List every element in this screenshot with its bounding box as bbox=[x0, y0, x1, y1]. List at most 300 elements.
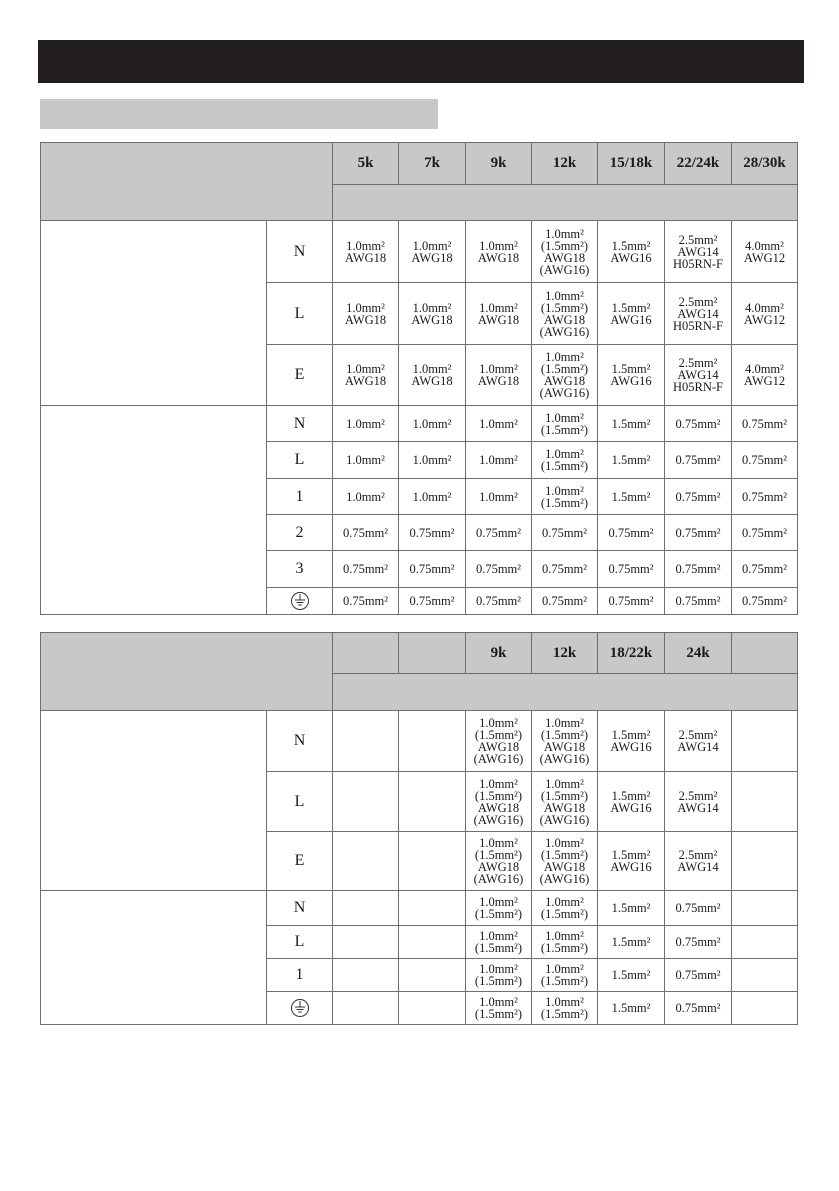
wire-size-line: AWG18 bbox=[543, 740, 586, 754]
wire-size-line: (1.5mm²) bbox=[540, 495, 589, 510]
wire-size-line: AWG14 bbox=[677, 244, 719, 259]
wire-size-line: AWG14 bbox=[677, 306, 719, 321]
wire-size-line: 4.0mm² bbox=[745, 238, 784, 253]
wire-size-cell bbox=[333, 588, 399, 615]
terminal-cell bbox=[267, 992, 333, 1025]
wire-size-line: 0.75mm² bbox=[541, 525, 588, 540]
wire-size-cell bbox=[598, 345, 665, 406]
wire-size-cell bbox=[333, 221, 399, 283]
wire-size-cell bbox=[732, 959, 798, 992]
wire-size-line: 1.0mm² bbox=[479, 836, 518, 850]
wire-size-cell bbox=[732, 515, 798, 551]
terminal-cell: E bbox=[267, 345, 333, 406]
wire-size-line: AWG18 bbox=[477, 312, 520, 327]
wire-size-line: AWG16 bbox=[610, 860, 652, 874]
terminal-cell: N bbox=[267, 406, 333, 442]
wire-size-cell bbox=[466, 221, 532, 283]
wire-size-line: 1.0mm² bbox=[479, 300, 518, 315]
wire-size-cell bbox=[466, 926, 532, 959]
wire-size-line: (1.5mm²) bbox=[540, 300, 589, 315]
wire-size-cell bbox=[399, 551, 466, 588]
wire-size-cell bbox=[732, 588, 798, 615]
wire-size-cell bbox=[333, 283, 399, 345]
wire-size-line: AWG12 bbox=[743, 250, 786, 265]
terminal-cell: L bbox=[267, 926, 333, 959]
wire-size-cell bbox=[732, 992, 798, 1025]
wire-size-cell bbox=[333, 479, 399, 515]
wire-size-line: 0.75mm² bbox=[409, 594, 455, 608]
wire-size-cell bbox=[532, 891, 598, 926]
wire-size-line: 1.0mm² bbox=[346, 416, 385, 431]
wire-size-line: AWG18 bbox=[411, 250, 453, 265]
wire-size-line: 1.5mm² bbox=[611, 238, 651, 253]
wire-size-cell bbox=[333, 406, 399, 442]
connection-cable-group-label bbox=[41, 891, 267, 1025]
wire-size-line: (1.5mm²) bbox=[474, 941, 523, 955]
wire-size-cell bbox=[598, 406, 665, 442]
wire-size-line: 2.5mm² bbox=[678, 728, 718, 742]
wire-size-line: 1.0mm² bbox=[479, 995, 518, 1009]
wire-size-cell bbox=[333, 515, 399, 551]
wire-size-cell bbox=[333, 926, 399, 959]
wire-size-line: AWG18 bbox=[344, 374, 387, 388]
wire-size-cell bbox=[732, 891, 798, 926]
wire-size-cell bbox=[399, 406, 466, 442]
wire-size-line: 1.0mm² bbox=[412, 416, 452, 431]
wire-size-line: 2.5mm² bbox=[678, 232, 718, 247]
wire-size-cell bbox=[732, 926, 798, 959]
wire-size-cell bbox=[532, 283, 598, 345]
wire-size-line: 0.75mm² bbox=[475, 525, 522, 540]
wire-size-line: 1.0mm² bbox=[545, 776, 584, 791]
ground-icon bbox=[290, 998, 310, 1018]
wire-size-cell bbox=[732, 283, 798, 345]
header-label-cell bbox=[41, 633, 333, 711]
wire-size-cell bbox=[732, 345, 798, 406]
wire-size-cell bbox=[466, 345, 532, 406]
connection-cable-row bbox=[41, 891, 798, 926]
terminal-cell: 1 bbox=[267, 959, 333, 992]
model-header-cell: 28/30k bbox=[732, 143, 798, 185]
wire-size-cell bbox=[598, 891, 665, 926]
terminal-cell: 2 bbox=[267, 515, 333, 551]
wire-size-cell bbox=[399, 711, 466, 772]
wire-size-line: 1.0mm² bbox=[479, 238, 518, 253]
wire-size-cell bbox=[598, 283, 665, 345]
wire-size-line: 0.75mm² bbox=[608, 525, 654, 540]
wire-size-line: 0.75mm² bbox=[409, 562, 455, 576]
wire-size-line: 1.0mm² bbox=[346, 300, 385, 315]
wire-size-line: AWG18 bbox=[543, 250, 586, 265]
wire-size-line: (1.5mm²) bbox=[540, 974, 589, 988]
wire-size-cell bbox=[598, 551, 665, 588]
wire-size-line: 2.5mm² bbox=[678, 356, 718, 370]
wire-size-line: 0.75mm² bbox=[675, 968, 721, 982]
wire-size-line: (1.5mm²) bbox=[540, 422, 589, 437]
wire-size-cell bbox=[665, 891, 732, 926]
wire-size-cell bbox=[333, 551, 399, 588]
wire-size-line: AWG18 bbox=[344, 312, 387, 327]
wire-size-line: AWG18 bbox=[477, 250, 520, 265]
wire-size-line: 0.75mm² bbox=[675, 935, 721, 949]
ground-icon bbox=[290, 591, 310, 611]
wire-size-cell bbox=[532, 992, 598, 1025]
wire-size-line: (AWG16) bbox=[539, 812, 590, 827]
wire-size-line: 0.75mm² bbox=[675, 594, 721, 608]
wire-size-line: AWG18 bbox=[477, 860, 520, 874]
wire-size-cell bbox=[333, 442, 399, 479]
wire-size-cell bbox=[532, 926, 598, 959]
wire-size-line: AWG16 bbox=[610, 250, 652, 265]
wire-size-cell bbox=[532, 442, 598, 479]
wire-size-line: (AWG16) bbox=[539, 324, 590, 339]
wire-size-line: (1.5mm²) bbox=[540, 238, 589, 253]
wire-size-cell bbox=[665, 406, 732, 442]
wire-size-line: 1.0mm² bbox=[346, 489, 385, 504]
wire-size-line: 1.0mm² bbox=[545, 962, 584, 976]
wire-size-cell bbox=[466, 551, 532, 588]
wire-size-line: (1.5mm²) bbox=[540, 788, 589, 803]
wire-size-line: AWG18 bbox=[543, 374, 586, 388]
wire-size-cell bbox=[333, 959, 399, 992]
wire-size-cell bbox=[399, 515, 466, 551]
wire-size-cell bbox=[665, 992, 732, 1025]
wire-size-cell bbox=[466, 479, 532, 515]
terminal-cell: 3 bbox=[267, 551, 333, 588]
wire-spec-table-2 bbox=[40, 632, 798, 1025]
wire-size-cell bbox=[732, 711, 798, 772]
wire-size-line: 0.75mm² bbox=[409, 525, 455, 540]
wire-size-line: 0.75mm² bbox=[342, 594, 389, 608]
model-header-cell bbox=[732, 633, 798, 674]
wire-size-line: 0.75mm² bbox=[675, 562, 721, 576]
wire-size-line: AWG14 bbox=[677, 800, 719, 815]
wire-size-line: 0.75mm² bbox=[675, 489, 721, 504]
wire-size-cell bbox=[732, 406, 798, 442]
terminal-cell: 1 bbox=[267, 479, 333, 515]
wire-size-line: 1.5mm² bbox=[611, 901, 651, 915]
wire-size-line: 1.0mm² bbox=[545, 447, 584, 461]
wire-size-cell bbox=[665, 221, 732, 283]
wire-size-cell bbox=[399, 832, 466, 891]
wire-size-line: (1.5mm²) bbox=[540, 907, 589, 921]
wire-spec-table-1 bbox=[40, 142, 798, 615]
model-header-cell bbox=[399, 633, 466, 674]
wire-size-line: 1.0mm² bbox=[479, 895, 518, 909]
wire-size-cell bbox=[732, 221, 798, 283]
wire-size-cell bbox=[665, 588, 732, 615]
wire-size-line: 1.0mm² bbox=[412, 489, 452, 504]
wire-size-line: 1.5mm² bbox=[611, 1001, 651, 1015]
wire-size-cell bbox=[532, 551, 598, 588]
wire-size-cell bbox=[333, 711, 399, 772]
wire-size-line: 1.5mm² bbox=[611, 300, 651, 315]
wire-size-line: 1.5mm² bbox=[611, 489, 651, 504]
wire-size-line: (AWG16) bbox=[539, 752, 590, 766]
wire-size-line: 1.5mm² bbox=[611, 453, 651, 467]
wire-size-cell bbox=[665, 711, 732, 772]
wire-size-cell bbox=[399, 588, 466, 615]
wire-size-cell bbox=[732, 442, 798, 479]
wire-size-cell bbox=[466, 442, 532, 479]
wire-size-line: 1.0mm² bbox=[545, 350, 584, 364]
model-header-cell: 7k bbox=[399, 143, 466, 185]
wire-size-line: 1.0mm² bbox=[479, 453, 518, 467]
wire-size-cell bbox=[466, 832, 532, 891]
wire-size-line: AWG18 bbox=[543, 860, 586, 874]
wire-size-cell bbox=[399, 772, 466, 832]
wire-size-line: 0.75mm² bbox=[541, 594, 588, 608]
wire-size-line: AWG18 bbox=[411, 374, 453, 388]
wire-size-line: 1.0mm² bbox=[412, 453, 452, 467]
wire-size-line: 1.0mm² bbox=[479, 776, 518, 791]
connection-cable-group-label bbox=[41, 406, 267, 615]
wire-size-cell bbox=[598, 992, 665, 1025]
wire-size-line: 1.0mm² bbox=[479, 962, 518, 976]
wire-size-cell bbox=[665, 283, 732, 345]
wire-size-cell bbox=[598, 772, 665, 832]
wire-size-cell bbox=[532, 772, 598, 832]
header-subrow bbox=[333, 185, 798, 221]
wire-size-line: 1.0mm² bbox=[545, 288, 584, 303]
wire-size-cell bbox=[333, 992, 399, 1025]
wire-size-cell bbox=[399, 345, 466, 406]
wire-size-line: (1.5mm²) bbox=[474, 788, 523, 803]
wire-size-line: AWG18 bbox=[477, 800, 520, 815]
wire-size-line: (AWG16) bbox=[539, 386, 590, 400]
wire-size-line: 0.75mm² bbox=[675, 416, 721, 431]
wire-size-cell bbox=[399, 992, 466, 1025]
wire-size-line: AWG12 bbox=[743, 312, 786, 327]
wire-size-line: 1.0mm² bbox=[346, 362, 385, 376]
wire-size-line: 0.75mm² bbox=[475, 562, 522, 576]
wire-size-cell bbox=[466, 406, 532, 442]
terminal-cell: L bbox=[267, 772, 333, 832]
wire-size-cell bbox=[466, 711, 532, 772]
wire-size-line: 1.5mm² bbox=[611, 416, 651, 431]
wire-size-line: 1.0mm² bbox=[479, 416, 518, 431]
power-cord-group-label bbox=[41, 221, 267, 406]
wire-size-line: AWG14 bbox=[677, 368, 719, 382]
header-subrow bbox=[333, 674, 798, 711]
wire-size-line: (1.5mm²) bbox=[540, 362, 589, 376]
wire-size-line: 1.0mm² bbox=[479, 489, 518, 504]
wire-size-cell bbox=[532, 588, 598, 615]
wire-size-cell bbox=[665, 515, 732, 551]
wire-size-cell bbox=[665, 926, 732, 959]
wire-size-cell bbox=[399, 442, 466, 479]
terminal-cell: N bbox=[267, 221, 333, 283]
model-header-cell: 9k bbox=[466, 633, 532, 674]
wire-size-line: H05RN-F bbox=[672, 256, 723, 271]
wire-size-cell bbox=[399, 959, 466, 992]
model-header-cell bbox=[333, 633, 399, 674]
wire-size-line: 2.5mm² bbox=[678, 788, 718, 803]
wire-size-line: 1.0mm² bbox=[545, 895, 584, 909]
model-header-cell: 12k bbox=[532, 143, 598, 185]
wire-size-cell bbox=[399, 479, 466, 515]
wire-size-cell bbox=[665, 772, 732, 832]
wire-size-cell bbox=[598, 832, 665, 891]
wire-size-cell bbox=[665, 479, 732, 515]
wire-size-line: 1.0mm² bbox=[412, 238, 452, 253]
wire-size-line: 4.0mm² bbox=[745, 300, 784, 315]
wire-size-cell bbox=[732, 832, 798, 891]
wire-size-line: 1.5mm² bbox=[611, 968, 651, 982]
wire-size-line: (AWG16) bbox=[539, 262, 590, 277]
connection-cable-row bbox=[41, 406, 798, 442]
wire-size-cell bbox=[598, 442, 665, 479]
wire-size-cell bbox=[399, 926, 466, 959]
wire-size-line: (AWG16) bbox=[473, 812, 524, 827]
wire-size-line: 0.75mm² bbox=[541, 562, 588, 576]
wire-size-cell bbox=[532, 479, 598, 515]
section-title-bar bbox=[38, 40, 804, 83]
wire-size-cell bbox=[532, 406, 598, 442]
wire-size-cell bbox=[598, 926, 665, 959]
wire-size-line: AWG14 bbox=[677, 740, 719, 754]
wire-size-line: (AWG16) bbox=[473, 752, 524, 766]
wire-size-line: (1.5mm²) bbox=[474, 907, 523, 921]
wire-size-line: 0.75mm² bbox=[342, 562, 389, 576]
wire-size-line: 1.0mm² bbox=[346, 453, 385, 467]
wire-size-line: (1.5mm²) bbox=[474, 974, 523, 988]
power-cord-row bbox=[41, 221, 798, 283]
wire-size-line: 1.0mm² bbox=[545, 929, 584, 943]
wire-size-line: (1.5mm²) bbox=[474, 848, 523, 862]
wire-size-line: 2.5mm² bbox=[678, 294, 718, 309]
wire-size-cell bbox=[333, 345, 399, 406]
terminal-cell bbox=[267, 588, 333, 615]
wire-size-line: 1.0mm² bbox=[479, 929, 518, 943]
wire-size-line: 0.75mm² bbox=[675, 901, 721, 915]
wire-size-line: AWG12 bbox=[743, 374, 786, 388]
wire-size-line: AWG14 bbox=[677, 860, 719, 874]
wire-size-cell bbox=[532, 832, 598, 891]
wire-size-line: 1.0mm² bbox=[545, 995, 584, 1009]
wire-size-line: 1.0mm² bbox=[545, 836, 584, 850]
wire-size-line: 1.0mm² bbox=[346, 238, 385, 253]
wire-size-cell bbox=[399, 283, 466, 345]
wire-size-line: 1.0mm² bbox=[545, 226, 584, 241]
wire-size-cell bbox=[598, 515, 665, 551]
wire-size-line: (1.5mm²) bbox=[540, 728, 589, 742]
terminal-cell: E bbox=[267, 832, 333, 891]
terminal-cell: L bbox=[267, 442, 333, 479]
wire-size-line: 0.75mm² bbox=[675, 453, 721, 467]
wire-size-line: AWG16 bbox=[610, 800, 652, 815]
wire-size-cell bbox=[532, 345, 598, 406]
wire-size-line: 2.5mm² bbox=[678, 848, 718, 862]
wire-size-line: AWG16 bbox=[610, 374, 652, 388]
wire-size-line: 1.5mm² bbox=[611, 935, 651, 949]
wire-size-line: AWG18 bbox=[477, 740, 520, 754]
wire-size-line: 1.0mm² bbox=[545, 716, 584, 730]
terminal-cell: L bbox=[267, 283, 333, 345]
wire-size-cell bbox=[466, 283, 532, 345]
wire-size-cell bbox=[732, 479, 798, 515]
model-header-cell: 15/18k bbox=[598, 143, 665, 185]
wire-size-line: (1.5mm²) bbox=[540, 941, 589, 955]
wire-size-cell bbox=[466, 772, 532, 832]
wire-size-line: 0.75mm² bbox=[342, 525, 389, 540]
wire-size-cell bbox=[665, 959, 732, 992]
wire-size-line: 0.75mm² bbox=[675, 1001, 721, 1015]
wire-size-line: (1.5mm²) bbox=[540, 1007, 589, 1021]
wire-size-cell bbox=[333, 832, 399, 891]
header-label-cell bbox=[41, 143, 333, 221]
wire-size-cell bbox=[399, 221, 466, 283]
wire-size-cell bbox=[333, 891, 399, 926]
section-subtitle-bar bbox=[40, 99, 438, 129]
wire-size-cell bbox=[665, 345, 732, 406]
wire-size-cell bbox=[466, 959, 532, 992]
wire-size-line: 0.75mm² bbox=[741, 525, 788, 540]
wire-size-cell bbox=[532, 515, 598, 551]
wire-size-cell bbox=[532, 711, 598, 772]
wire-size-line: AWG18 bbox=[344, 250, 387, 265]
model-header-cell: 22/24k bbox=[665, 143, 732, 185]
wire-size-cell bbox=[466, 588, 532, 615]
wire-size-line: 0.75mm² bbox=[741, 416, 788, 431]
wire-size-line: 0.75mm² bbox=[475, 594, 522, 608]
wire-size-cell bbox=[598, 221, 665, 283]
wire-size-line: 1.0mm² bbox=[412, 362, 452, 376]
wire-size-line: (1.5mm²) bbox=[474, 728, 523, 742]
wire-size-cell bbox=[532, 959, 598, 992]
wire-size-cell bbox=[466, 891, 532, 926]
wire-size-line: 1.0mm² bbox=[479, 716, 518, 730]
power-cord-group-label bbox=[41, 711, 267, 891]
wire-size-cell bbox=[598, 959, 665, 992]
wire-size-line: 4.0mm² bbox=[745, 362, 784, 376]
wire-size-cell bbox=[532, 221, 598, 283]
wire-size-cell bbox=[665, 551, 732, 588]
model-header-cell: 18/22k bbox=[598, 633, 665, 674]
wire-size-cell bbox=[732, 551, 798, 588]
wire-size-line: AWG18 bbox=[543, 800, 586, 815]
wire-size-line: 1.5mm² bbox=[611, 728, 651, 742]
wire-size-line: 1.0mm² bbox=[412, 300, 452, 315]
wire-size-cell bbox=[333, 772, 399, 832]
model-header-cell: 5k bbox=[333, 143, 399, 185]
wire-size-cell bbox=[399, 891, 466, 926]
wire-size-line: 1.5mm² bbox=[611, 848, 651, 862]
wire-size-line: (1.5mm²) bbox=[540, 459, 589, 473]
wire-size-line: (AWG16) bbox=[539, 872, 590, 886]
wire-size-line: 1.5mm² bbox=[611, 362, 651, 376]
model-header-cell: 12k bbox=[532, 633, 598, 674]
model-header-cell: 24k bbox=[665, 633, 732, 674]
wire-size-cell bbox=[598, 588, 665, 615]
wire-size-cell bbox=[598, 479, 665, 515]
wire-size-line: (1.5mm²) bbox=[540, 848, 589, 862]
wire-size-line: 0.75mm² bbox=[741, 489, 788, 504]
wire-size-line: 0.75mm² bbox=[675, 525, 721, 540]
wire-size-line: 1.5mm² bbox=[611, 788, 651, 803]
wire-size-cell bbox=[732, 772, 798, 832]
wire-size-line: AWG18 bbox=[543, 312, 586, 327]
wire-size-cell bbox=[598, 711, 665, 772]
terminal-cell: N bbox=[267, 711, 333, 772]
terminal-cell: N bbox=[267, 891, 333, 926]
wire-size-line: H05RN-F bbox=[672, 380, 723, 394]
wire-size-line: 0.75mm² bbox=[741, 453, 788, 467]
wire-size-line: 1.0mm² bbox=[479, 362, 518, 376]
wire-size-line: 0.75mm² bbox=[741, 562, 788, 576]
wire-size-line: 1.0mm² bbox=[545, 410, 584, 425]
wire-size-line: AWG18 bbox=[477, 374, 520, 388]
